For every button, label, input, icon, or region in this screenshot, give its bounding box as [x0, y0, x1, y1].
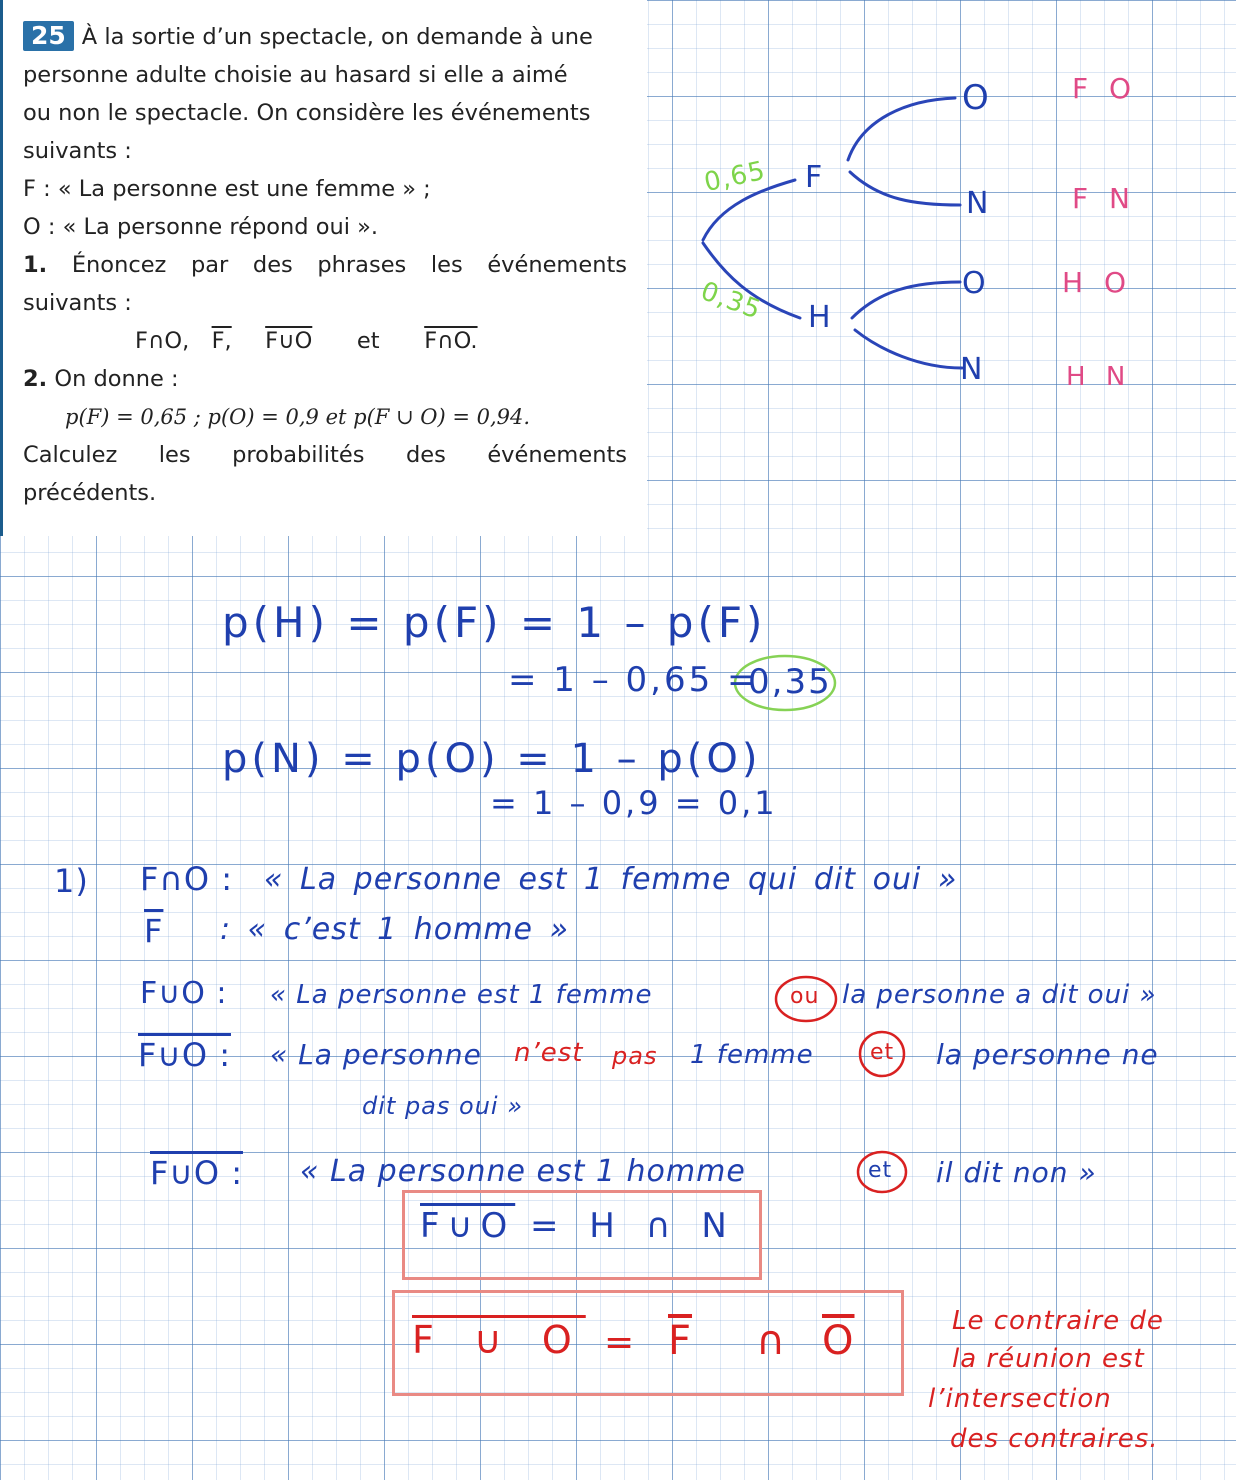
part1-label: 1)	[54, 862, 89, 900]
event4-symbol: F∪O :	[138, 1036, 231, 1074]
exercise-line: O : « La personne répond oui ».	[23, 214, 379, 240]
event5-symbol: F∪O :	[150, 1154, 243, 1192]
question-1-number: 1.	[23, 252, 48, 278]
exercise-line-text: À la sortie d’un spectacle, on demande à une	[81, 24, 593, 50]
prob-f-label: 0,65	[701, 155, 769, 199]
node-h: H	[808, 300, 832, 335]
outcome-hn: H N	[1066, 362, 1132, 392]
box2-cap: ∩	[756, 1318, 787, 1364]
event4-text-c: la personne ne	[936, 1038, 1159, 1071]
event5-text-a: « La personne est 1 homme	[300, 1154, 746, 1189]
calc-ph-line1: p(H) = p(F) = 1 – p(F)	[222, 598, 767, 647]
question-1-text-cont: suivants :	[23, 290, 132, 316]
box1-lhs	[420, 1206, 515, 1246]
event4-text-d: dit pas oui »	[362, 1092, 524, 1120]
outcome-ho: H O	[1062, 266, 1132, 299]
question-1-text: Énoncez par des phrases les événements	[71, 252, 627, 278]
event2-symbol: $\overline{F}$	[144, 912, 164, 950]
event2-text: : « c’est 1 homme »	[220, 912, 570, 947]
node-f: F	[805, 160, 824, 195]
leaf-n-1: N	[966, 186, 990, 221]
box2-lhs-text: F ∪ O	[412, 1318, 586, 1362]
event4-text-a: « La personne	[270, 1038, 482, 1071]
event1-text: « La personne est 1 femme qui dit oui »	[264, 862, 958, 897]
exercise-line: suivants :	[23, 138, 132, 164]
event4-neg-nest: n’est	[514, 1038, 584, 1068]
event5-text-b: il dit non »	[936, 1156, 1097, 1189]
event4-et: et	[870, 1040, 895, 1065]
event-f-inter-o-bar: F∩O.	[424, 328, 478, 354]
box1-lhs-text: F∪O	[420, 1206, 516, 1246]
outcome-fn: F N	[1072, 182, 1136, 215]
box2-eq: =	[604, 1322, 636, 1363]
question-2-text: On donne :	[54, 366, 179, 392]
prob-h-label: 0,35	[696, 276, 766, 326]
question-2-calc-cont: précédents.	[23, 480, 157, 506]
event3-ou: ou	[790, 984, 820, 1009]
exercise-number: 25	[23, 21, 74, 51]
event5-et: et	[868, 1158, 893, 1183]
event-et: et	[356, 328, 380, 354]
event-f-bar: F,	[211, 328, 232, 354]
leaf-n-2: N	[960, 352, 984, 387]
box2-o-bar: $\overline{O}$	[822, 1318, 855, 1364]
box1-rhs: = H ∩ N	[530, 1206, 737, 1246]
box2-lhs	[412, 1318, 586, 1362]
outcome-fo: F O	[1072, 72, 1138, 105]
event3-text-a: « La personne est 1 femme	[270, 980, 653, 1010]
event4-text-b: 1 femme	[690, 1040, 814, 1070]
calc-ph-line2: = 1 – 0,65 =	[508, 660, 759, 700]
remark-line-1: Le contraire de	[952, 1306, 1164, 1336]
leaf-o-2: O	[962, 266, 987, 301]
given-probabilities: p(F) = 0,65 ; p(O) = 0,9 et p(F ∪ O) = 0,94.	[65, 405, 531, 429]
event-f-inter-o: F∩O,	[135, 328, 190, 354]
calc-pn-line2: = 1 – 0,9 = 0,1	[490, 784, 778, 822]
exercise-line: personne adulte choisie au hasard si elle a aimé	[23, 62, 568, 88]
remark-line-2: la réunion est	[952, 1344, 1145, 1374]
question-2-calc: Calculez les probabilités des événements	[23, 442, 627, 468]
question-2-number: 2.	[23, 366, 48, 392]
leaf-o-1: O	[962, 78, 990, 118]
event3-text-b: la personne a dit oui »	[842, 980, 1157, 1010]
branch-f-n	[850, 172, 960, 205]
exercise-line: ou non le spectacle. On considère les événements	[23, 100, 591, 126]
event3-symbol: F∪O :	[140, 976, 228, 1011]
remark-line-4: des contraires.	[950, 1424, 1159, 1454]
remark-line-3: l’intersection	[928, 1384, 1112, 1414]
branch-h-n	[855, 330, 962, 368]
box2-f-bar: $\overline{F}$	[668, 1318, 693, 1364]
event-f-union-o-bar: F∪O	[265, 328, 313, 354]
calc-pn-line1: p(N) = p(O) = 1 – p(O)	[222, 736, 762, 782]
exercise-line: F : « La personne est une femme » ;	[23, 176, 431, 202]
calc-ph-result: 0,35	[748, 662, 832, 702]
branch-h-o	[852, 282, 960, 318]
event4-neg-pas: pas	[612, 1042, 658, 1070]
branch-f-o	[848, 98, 955, 160]
event1-symbol: F∩O :	[140, 860, 233, 898]
